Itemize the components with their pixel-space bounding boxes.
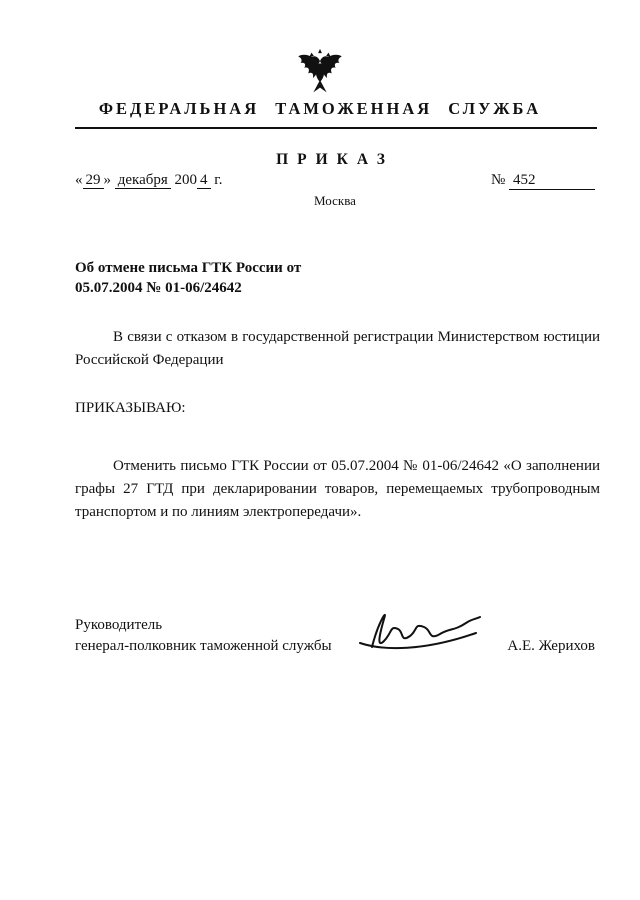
signer-position-line-1: Руководитель (75, 617, 163, 633)
date-month: декабря (115, 172, 171, 189)
date-close-quote: » (103, 172, 111, 188)
org-name: ФЕДЕРАЛЬНАЯ ТАМОЖЕННАЯ СЛУЖБА (98, 99, 542, 118)
signature-block (75, 603, 595, 657)
date-number-row (75, 172, 595, 190)
header-rule-divider (75, 127, 597, 129)
order-word: ПРИКАЗЫВАЮ: (75, 400, 186, 416)
doc-date (75, 172, 223, 189)
doc-number (491, 172, 595, 190)
date-open-quote: « (75, 172, 83, 188)
handwritten-signature-image (354, 603, 484, 655)
number-label: № (490, 172, 506, 188)
date-era: г. (214, 172, 223, 188)
doc-type-title: ПРИКАЗ (276, 151, 394, 168)
subject-line-2: 05.07.2004 № 01-06/24642 (75, 280, 242, 296)
subject-heading (75, 258, 375, 298)
body-paragraph-1: В связи с отказом в государственной регистрации Министерством юстиции Российской Федерации (75, 329, 600, 368)
signer-position-line-2: генерал-полковник таможенной службы (75, 638, 332, 654)
body-paragraph-2: Отменить письмо ГТК России от 05.07.2004 № 01-06/24642 «О заполнении графы 27 ГТД при декларировании товаров, перемещаемых трубопроводным транспортом и по линиям электропередачи». (75, 458, 600, 520)
double-headed-eagle-emblem-icon (296, 46, 344, 98)
date-day: 29 (83, 172, 104, 189)
city-label: Москва (314, 193, 356, 208)
signer-position (75, 615, 332, 657)
number-value: 452 (509, 172, 595, 190)
date-year-suffix: 4 (197, 172, 211, 189)
date-year-prefix: 200 (174, 172, 198, 188)
subject-line-1: Об отмене письма ГТК России от (75, 260, 302, 276)
signer-name: А.Е. Жерихов (507, 638, 595, 654)
